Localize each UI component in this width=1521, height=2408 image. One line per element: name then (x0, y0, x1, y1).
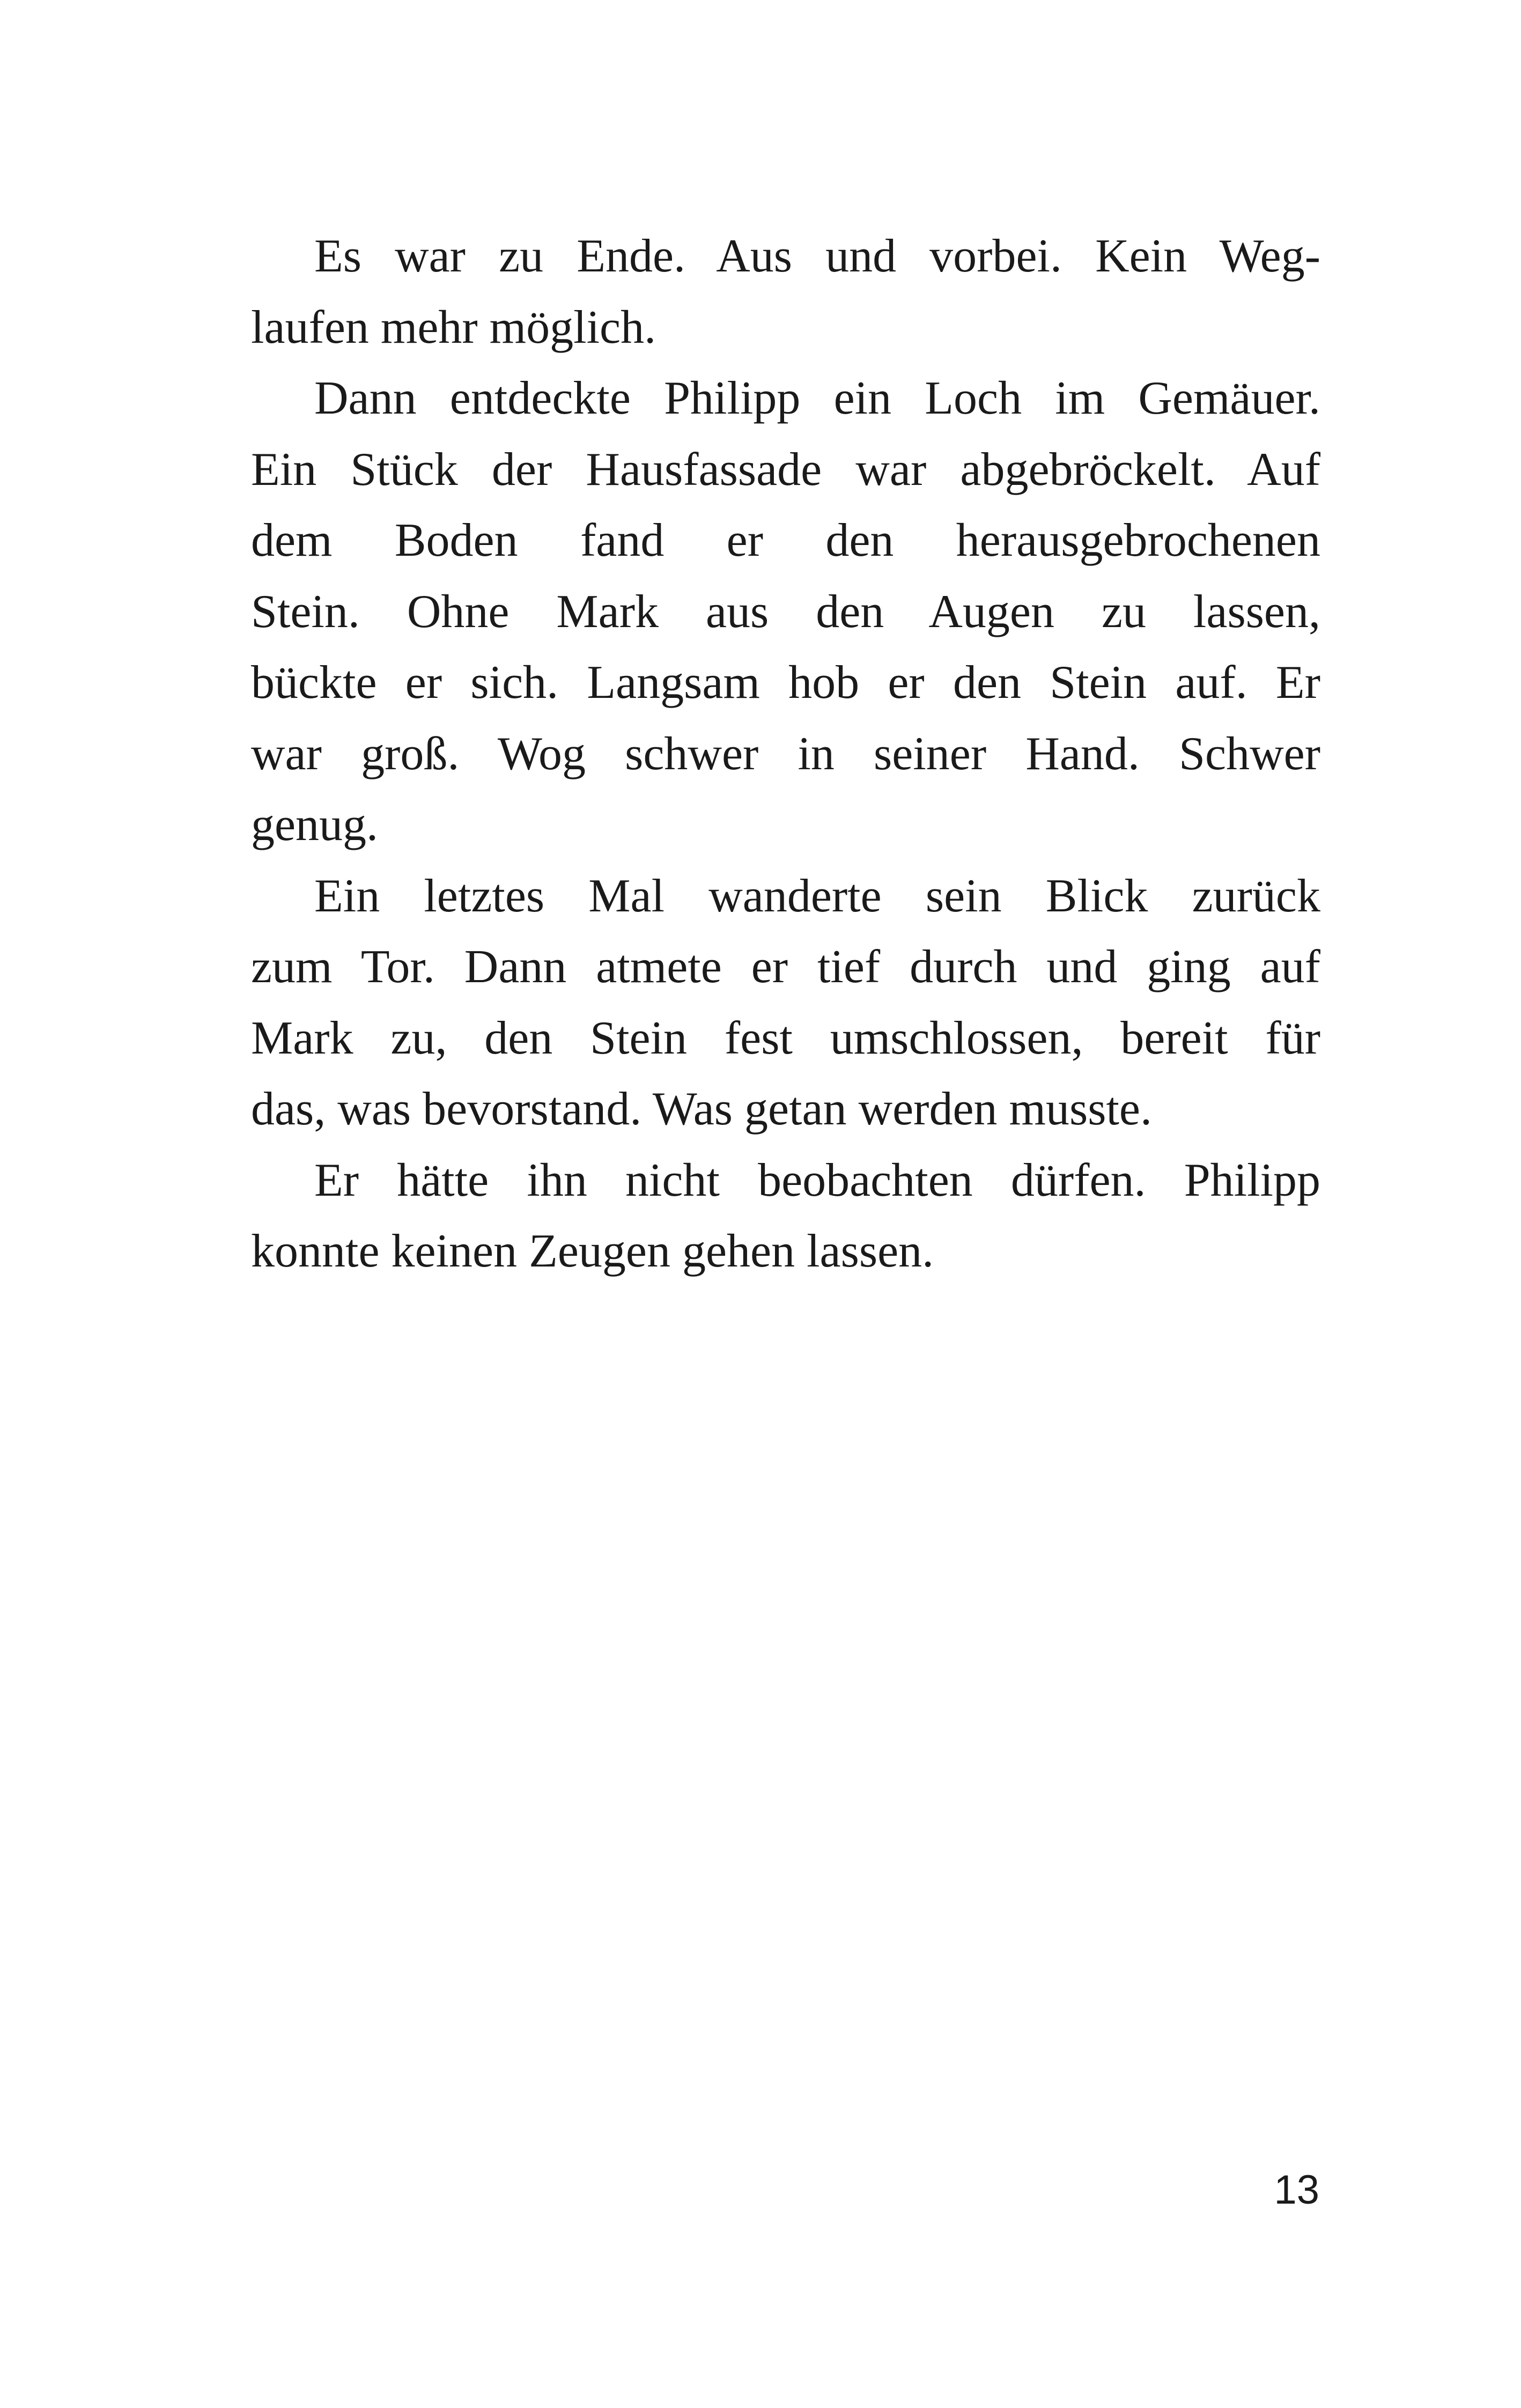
body-text (251, 221, 1320, 1287)
text-line: Stein. Ohne Mark aus den Augen zu lassen, (251, 585, 1320, 638)
paragraph-1 (251, 221, 1320, 363)
text-line: Ein Stück der Hausfassade war abgebröckelt. Auf (251, 443, 1320, 496)
text-line: Mark zu, den Stein fest umschlossen, bereit für (251, 1012, 1320, 1064)
page-number: 13 (1274, 2167, 1319, 2213)
text-line: laufen mehr möglich. (251, 301, 656, 354)
text-line: genug. (251, 799, 379, 851)
text-line: zum Tor. Dann atmete er tief durch und ging auf (251, 941, 1320, 993)
paragraph-2 (251, 363, 1320, 861)
text-line: konnte keinen Zeugen gehen lassen. (251, 1225, 934, 1277)
paragraph-3 (251, 861, 1320, 1145)
text-line: Es war zu Ende. Aus und vorbei. Kein Weg- (314, 230, 1320, 282)
paragraph-4 (251, 1145, 1320, 1287)
text-line: das, was bevorstand. Was getan werden musste. (251, 1083, 1152, 1135)
text-line: Dann entdeckte Philipp ein Loch im Gemäuer. (314, 372, 1320, 424)
text-line: dem Boden fand er den herausgebrochenen (251, 514, 1320, 566)
text-line: bückte er sich. Langsam hob er den Stein auf. Er (251, 657, 1320, 709)
text-line: Ein letztes Mal wanderte sein Blick zurück (314, 870, 1320, 922)
text-line: Er hätte ihn nicht beobachten dürfen. Philipp (314, 1154, 1320, 1206)
text-line: war groß. Wog schwer in seiner Hand. Schwer (251, 727, 1320, 780)
